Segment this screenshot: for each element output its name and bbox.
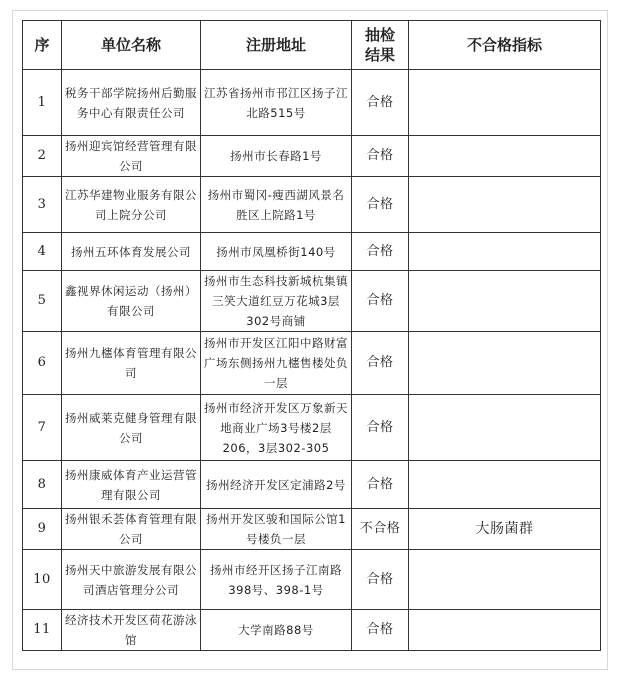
- cell-unit-name: 扬州天中旅游发展有限公司酒店管理分公司: [62, 550, 201, 610]
- table-row: [23, 271, 601, 332]
- cell-result: 合格: [352, 395, 409, 461]
- cell-address: 扬州市蜀冈-瘦西湖风景名胜区上院路1号: [201, 177, 352, 233]
- cell-failed-item: [409, 395, 601, 461]
- cell-address: 江苏省扬州市邗江区扬子江北路515号: [201, 70, 352, 136]
- inspection-results-table: [22, 20, 601, 651]
- cell-no: 5: [23, 271, 62, 332]
- cell-unit-name: 江苏华建物业服务有限公司上院分公司: [62, 177, 201, 233]
- header-unit-name: 单位名称: [62, 21, 201, 70]
- cell-address: 扬州市长春路1号: [201, 136, 352, 177]
- cell-address: 大学南路88号: [201, 610, 352, 651]
- header-seq: 序: [23, 21, 62, 70]
- cell-unit-name: 扬州银禾荟体育管理有限公司: [62, 509, 201, 550]
- cell-failed-item: [409, 70, 601, 136]
- cell-result: 合格: [352, 610, 409, 651]
- cell-no: 7: [23, 395, 62, 461]
- cell-unit-name: 扬州九櫶体育管理有限公司: [62, 332, 201, 395]
- cell-unit-name: 扬州康威体育产业运营管理有限公司: [62, 461, 201, 509]
- table-row: [23, 509, 601, 550]
- table-row: [23, 395, 601, 461]
- table-row: [23, 70, 601, 136]
- header-address: 注册地址: [201, 21, 352, 70]
- table-row: [23, 177, 601, 233]
- table-body: [23, 70, 601, 651]
- table-row: [23, 610, 601, 651]
- table-row: [23, 461, 601, 509]
- cell-failed-item: 大肠菌群: [409, 509, 601, 550]
- cell-result: 合格: [352, 271, 409, 332]
- cell-address: 扬州市经济开发区万象新天地商业广场3号楼2层206，3层302-305: [201, 395, 352, 461]
- cell-failed-item: [409, 550, 601, 610]
- cell-unit-name: 经济技术开发区荷花游泳馆: [62, 610, 201, 651]
- table-row: [23, 233, 601, 271]
- table-row: [23, 136, 601, 177]
- cell-no: 3: [23, 177, 62, 233]
- cell-failed-item: [409, 461, 601, 509]
- header-result: [352, 21, 409, 70]
- cell-failed-item: [409, 271, 601, 332]
- table-row: [23, 332, 601, 395]
- cell-no: 9: [23, 509, 62, 550]
- cell-failed-item: [409, 136, 601, 177]
- table-row: [23, 550, 601, 610]
- cell-address: 扬州市开发区江阳中路财富广场东侧扬州九櫶售楼处负一层: [201, 332, 352, 395]
- cell-unit-name: 扬州迎宾馆经营管理有限公司: [62, 136, 201, 177]
- cell-address: 扬州经济开发区定浦路2号: [201, 461, 352, 509]
- cell-address: 扬州市经开区扬子江南路398号、398-1号: [201, 550, 352, 610]
- cell-result: 合格: [352, 136, 409, 177]
- cell-no: 1: [23, 70, 62, 136]
- cell-no: 8: [23, 461, 62, 509]
- cell-address: 扬州开发区骏和国际公馆1号楼负一层: [201, 509, 352, 550]
- cell-failed-item: [409, 610, 601, 651]
- cell-failed-item: [409, 177, 601, 233]
- header-result-line-2: 结果: [364, 46, 395, 64]
- cell-no: 10: [23, 550, 62, 610]
- cell-no: 4: [23, 233, 62, 271]
- cell-address: 扬州市凤凰桥街140号: [201, 233, 352, 271]
- cell-no: 2: [23, 136, 62, 177]
- cell-unit-name: 鑫视界休闲运动（扬州）有限公司: [62, 271, 201, 332]
- cell-failed-item: [409, 332, 601, 395]
- cell-failed-item: [409, 233, 601, 271]
- table-header-row: [23, 21, 601, 70]
- cell-address: 扬州市生态科技新城杭集镇三笑大道红豆万花城3层302号商铺: [201, 271, 352, 332]
- cell-no: 6: [23, 332, 62, 395]
- cell-result: 不合格: [352, 509, 409, 550]
- cell-unit-name: 扬州威莱克健身管理有限公司: [62, 395, 201, 461]
- cell-result: 合格: [352, 233, 409, 271]
- cell-result: 合格: [352, 550, 409, 610]
- cell-unit-name: 扬州五环体育发展公司: [62, 233, 201, 271]
- cell-no: 11: [23, 610, 62, 651]
- cell-result: 合格: [352, 332, 409, 395]
- cell-unit-name: 税务干部学院扬州后勤服务中心有限责任公司: [62, 70, 201, 136]
- cell-result: 合格: [352, 70, 409, 136]
- cell-result: 合格: [352, 461, 409, 509]
- cell-result: 合格: [352, 177, 409, 233]
- header-result-line-1: 抽检: [364, 26, 395, 44]
- header-failed-item: 不合格指标: [409, 21, 601, 70]
